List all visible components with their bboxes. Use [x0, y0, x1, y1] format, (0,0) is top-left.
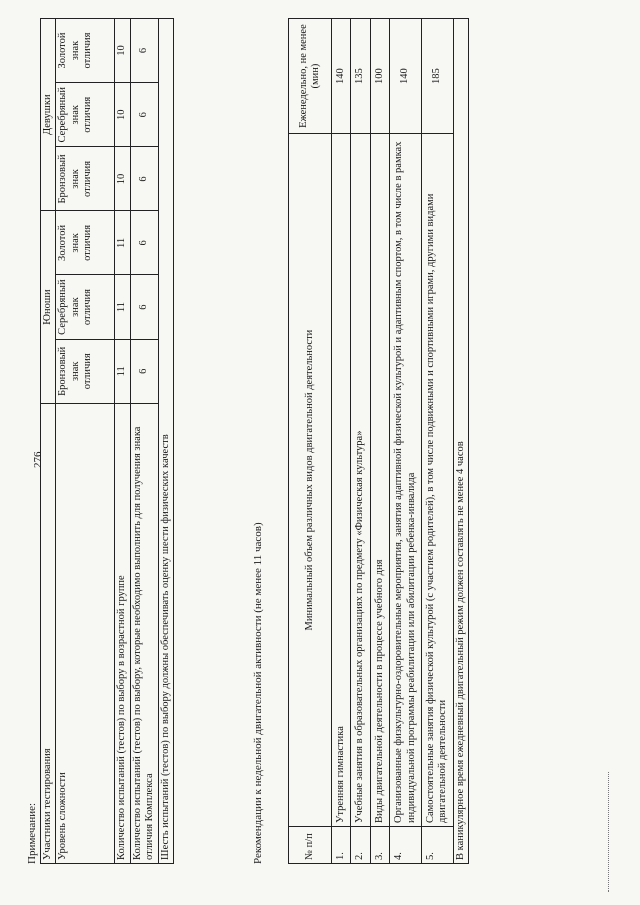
table-row	[130, 19, 158, 864]
table-row	[158, 19, 173, 864]
minutes-header: Еженедельно, не менее (мин)	[289, 19, 332, 134]
scan-mark	[608, 772, 613, 892]
table-row	[332, 19, 351, 864]
badge-header: Бронзовый знак отличия	[56, 339, 115, 403]
row-activity: Организованные физкультурно-оздоровительные мероприятия, занятия адаптивной физической культурой и адаптивным спортом, в том числе в рамках индивидуальной программы реабилитации или абилитации ребенка-инвалида	[390, 134, 422, 827]
recommendations-title: Рекомендации к недельной двигательной активности (не менее 11 часов)	[252, 522, 264, 864]
row-number: 2.	[351, 827, 370, 864]
row-activity: Учебные занятия в образовательных организациях по предмету «Физическая культура»	[351, 134, 370, 827]
row-number: 5.	[421, 827, 453, 864]
badge-header: Серебряный знак отличия	[56, 83, 115, 147]
row-minutes: 100	[370, 19, 389, 134]
row-minutes: 135	[351, 19, 370, 134]
participants-label: Участники тестирования	[41, 403, 56, 863]
badge-header: Бронзовый знак отличия	[56, 147, 115, 211]
badge-header: Золотой знак отличия	[56, 211, 115, 275]
level-label: Уровень сложности	[56, 403, 115, 863]
badge-header: Серебряный знак отличия	[56, 275, 115, 339]
table-row	[453, 19, 468, 864]
row-label: Количество испытаний (тестов) по выбору, которые необходимо выполнить для получения знака отличия Комплекса	[130, 403, 158, 863]
cell-value: 6	[130, 19, 158, 83]
table-row	[351, 19, 370, 864]
group-header-girls: Девушки	[41, 19, 56, 211]
cell-value: 6	[130, 83, 158, 147]
row-activity: Самостоятельные занятия физической культурой (с участием родителей), в том числе подвижными и спортивными играми, другими видами двигательной деятельности	[421, 134, 453, 827]
footer-row: В каникулярное время ежедневный двигательный режим должен составлять не менее 4 часов	[453, 19, 468, 864]
number-header: № п/п	[289, 827, 332, 864]
cell-value: 6	[130, 211, 158, 275]
footer-row: Шесть испытаний (тестов) по выбору должны обеспечивать оценку шести физических качеств	[158, 19, 173, 864]
row-activity: Утренняя гимнастика	[332, 134, 351, 827]
cell-value: 11	[115, 211, 130, 275]
table-row	[56, 19, 115, 864]
note-title: Примечание:	[26, 802, 38, 864]
group-header-boys: Юноши	[41, 211, 56, 403]
cell-value: 6	[130, 339, 158, 403]
cell-value: 10	[115, 19, 130, 83]
cell-value: 6	[130, 275, 158, 339]
table-row	[390, 19, 422, 864]
row-minutes: 140	[390, 19, 422, 134]
activity-header: Минимальный объем различных видов двигательной деятельности	[289, 134, 332, 827]
row-number: 1.	[332, 827, 351, 864]
table-row	[115, 19, 130, 864]
cell-value: 10	[115, 83, 130, 147]
table-row	[41, 19, 56, 864]
cell-value: 11	[115, 339, 130, 403]
page-number: 276	[32, 451, 44, 468]
row-minutes: 185	[421, 19, 453, 134]
table-row	[370, 19, 389, 864]
weekly-activity-table	[288, 18, 469, 864]
row-number: 3.	[370, 827, 389, 864]
table-row	[421, 19, 453, 864]
row-minutes: 140	[332, 19, 351, 134]
badge-header: Золотой знак отличия	[56, 19, 115, 83]
badge-requirements-table	[40, 18, 174, 864]
rotated-document-page	[20, 12, 620, 892]
cell-value: 6	[130, 147, 158, 211]
row-label: Количество испытаний (тестов) по выбору в возрастной группе	[115, 403, 130, 863]
cell-value: 10	[115, 147, 130, 211]
row-activity: Виды двигательной деятельности в процессе учебного дня	[370, 134, 389, 827]
row-number: 4.	[390, 827, 422, 864]
table-row	[289, 19, 332, 864]
cell-value: 11	[115, 275, 130, 339]
